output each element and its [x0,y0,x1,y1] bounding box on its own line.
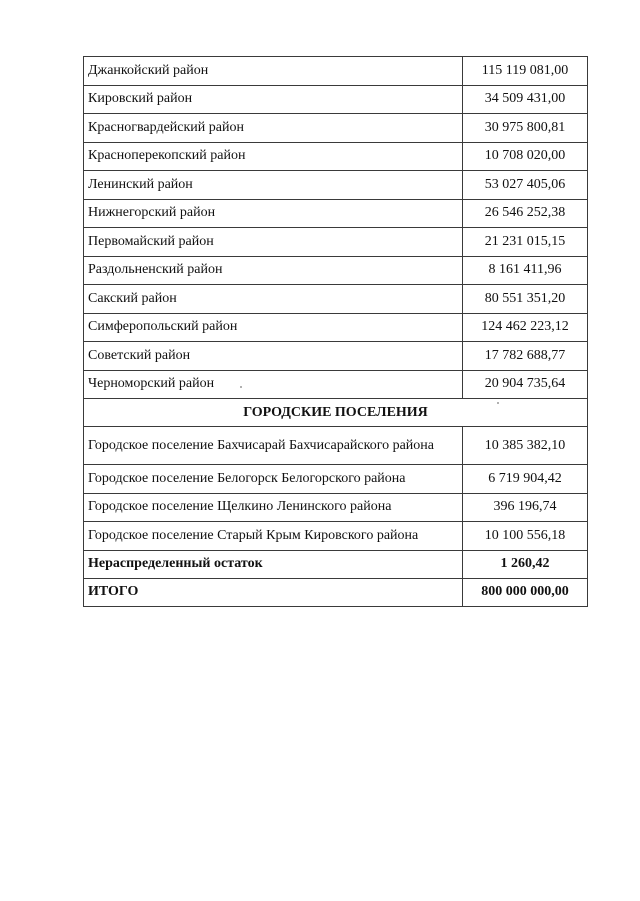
table-row [84,228,588,257]
district-name: Нижнегорский район [84,199,463,228]
district-name: Красногвардейский район [84,114,463,143]
district-name: Советский район [84,342,463,371]
table-row [84,342,588,371]
table-row [84,427,588,465]
settlement-amount: 10 100 556,18 [463,522,588,551]
district-name: Раздольненский район [84,256,463,285]
table-row [84,256,588,285]
table-row [84,465,588,494]
section-heading-row [84,399,588,427]
unallocated-label: Нераспределенный остаток [84,550,463,578]
settlement-amount: 396 196,74 [463,493,588,522]
district-amount: 115 119 081,00 [463,57,588,86]
district-name: Первомайский район [84,228,463,257]
settlement-name: Городское поселение Щелкино Ленинского района [84,493,463,522]
district-name: Красноперекопский район [84,142,463,171]
district-amount: 30 975 800,81 [463,114,588,143]
district-amount: 34 509 431,00 [463,85,588,114]
settlement-name: Городское поселение Белогорск Белогорского района [84,465,463,494]
table-row [84,285,588,314]
settlement-name: Городское поселение Бахчисарай Бахчисарайского района [84,427,463,465]
scan-speck [240,386,242,388]
table-row [84,114,588,143]
table-row [84,57,588,86]
scan-speck [497,402,499,404]
table-row [84,199,588,228]
unallocated-row [84,550,588,578]
table-row [84,313,588,342]
district-name: Сакский район [84,285,463,314]
table-row [84,522,588,551]
total-amount: 800 000 000,00 [463,578,588,606]
district-name: Ленинский район [84,171,463,200]
district-amount: 21 231 015,15 [463,228,588,257]
settlement-amount: 10 385 382,10 [463,427,588,465]
total-row [84,578,588,606]
district-name: Джанкойский район [84,57,463,86]
allocation-table [83,56,588,607]
table-row [84,85,588,114]
table-row [84,171,588,200]
settlement-name: Городское поселение Старый Крым Кировского района [84,522,463,551]
district-amount: 80 551 351,20 [463,285,588,314]
total-label: ИТОГО [84,578,463,606]
table-row [84,493,588,522]
table-row [84,370,588,399]
district-name: Черноморский район [84,370,463,399]
district-amount: 53 027 405,06 [463,171,588,200]
district-amount: 8 161 411,96 [463,256,588,285]
district-amount: 17 782 688,77 [463,342,588,371]
settlement-amount: 6 719 904,42 [463,465,588,494]
district-amount: 10 708 020,00 [463,142,588,171]
district-name: Симферопольский район [84,313,463,342]
district-amount: 124 462 223,12 [463,313,588,342]
table-row [84,142,588,171]
district-amount: 20 904 735,64 [463,370,588,399]
unallocated-amount: 1 260,42 [463,550,588,578]
district-amount: 26 546 252,38 [463,199,588,228]
section-heading: ГОРОДСКИЕ ПОСЕЛЕНИЯ [84,399,588,427]
district-name: Кировский район [84,85,463,114]
